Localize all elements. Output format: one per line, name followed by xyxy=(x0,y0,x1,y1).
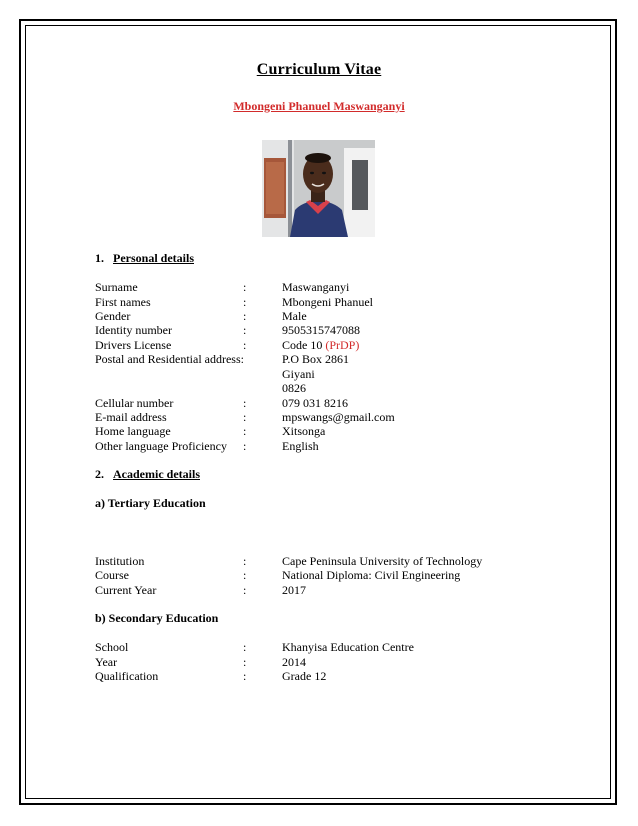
field-value: P.O Box 2861 xyxy=(282,352,350,366)
field-colon: : xyxy=(243,280,247,294)
field-label: First names xyxy=(95,295,151,309)
field-value: 2017 xyxy=(282,583,306,597)
field-colon: : xyxy=(243,554,247,568)
personal-row-email xyxy=(95,410,575,425)
field-colon: : xyxy=(243,439,247,453)
personal-row-surname xyxy=(95,280,575,295)
field-label: Current Year xyxy=(95,583,157,597)
personal-row-address-line3 xyxy=(95,381,575,396)
field-colon: : xyxy=(243,338,247,352)
field-label: Course xyxy=(95,568,129,582)
section-number: 2. xyxy=(95,467,104,481)
tertiary-row-course xyxy=(95,568,575,583)
field-colon: : xyxy=(243,424,247,438)
secondary-row-year xyxy=(95,655,575,670)
field-value: Giyani xyxy=(282,367,315,381)
field-value: 2014 xyxy=(282,655,306,669)
personal-row-other-language xyxy=(95,439,575,454)
field-colon: : xyxy=(243,309,247,323)
field-colon: : xyxy=(243,655,247,669)
personal-row-gender xyxy=(95,309,575,324)
field-value: Mbongeni Phanuel xyxy=(282,295,373,309)
field-label: Year xyxy=(95,655,118,669)
section-number: 1. xyxy=(95,251,104,265)
personal-row-address xyxy=(95,352,575,367)
license-prdp: (PrDP) xyxy=(325,338,360,352)
field-value: Maswanganyi xyxy=(282,280,350,294)
field-colon: : xyxy=(243,323,247,337)
field-value: mpswangs@gmail.com xyxy=(282,410,395,424)
field-label: Postal and Residential address: xyxy=(95,352,244,366)
tertiary-heading: a) Tertiary Education xyxy=(95,496,206,510)
field-value: Grade 12 xyxy=(282,669,327,683)
field-value: Xitsonga xyxy=(282,424,326,438)
field-value: English xyxy=(282,439,319,453)
section-title: Personal details xyxy=(113,251,194,265)
secondary-heading: b) Secondary Education xyxy=(95,611,219,625)
personal-row-address-line2 xyxy=(95,367,575,382)
field-label: Institution xyxy=(95,554,145,568)
document-title: Curriculum Vitae xyxy=(256,61,382,78)
license-code: Code 10 xyxy=(282,338,323,352)
personal-row-home-language xyxy=(95,424,575,439)
field-colon: : xyxy=(243,396,247,410)
personal-row-cellular xyxy=(95,396,575,411)
field-colon: : xyxy=(243,583,247,597)
field-value xyxy=(282,338,359,353)
field-label: Qualification xyxy=(95,669,159,683)
field-colon: : xyxy=(243,568,247,582)
field-colon: : xyxy=(243,640,247,654)
field-label: Other language Proficiency xyxy=(95,439,227,453)
secondary-row-qualification xyxy=(95,669,575,684)
field-value: Male xyxy=(282,309,307,323)
tertiary-row-institution xyxy=(95,554,575,569)
field-label: Drivers License xyxy=(95,338,172,352)
field-value: 9505315747088 xyxy=(282,323,360,337)
section-academic-heading xyxy=(95,467,200,482)
profile-photo xyxy=(262,140,375,237)
section-title: Academic details xyxy=(113,467,200,481)
secondary-row-school xyxy=(95,640,575,655)
field-label: Cellular number xyxy=(95,396,174,410)
field-value: Cape Peninsula University of Technology xyxy=(282,554,483,568)
field-colon: : xyxy=(243,410,247,424)
field-label: Home language xyxy=(95,424,171,438)
field-value: 079 031 8216 xyxy=(282,396,348,410)
field-label: E-mail address xyxy=(95,410,167,424)
tertiary-row-current-year xyxy=(95,583,575,598)
field-label: School xyxy=(95,640,129,654)
field-label: Surname xyxy=(95,280,138,294)
field-value: Khanyisa Education Centre xyxy=(282,640,414,654)
field-colon: : xyxy=(243,295,247,309)
field-label: Gender xyxy=(95,309,131,323)
personal-row-first-names xyxy=(95,295,575,310)
personal-row-identity xyxy=(95,323,575,338)
personal-row-drivers-license xyxy=(95,338,575,353)
section-personal-heading xyxy=(95,251,194,266)
field-value: National Diploma: Civil Engineering xyxy=(282,568,461,582)
field-colon: : xyxy=(243,669,247,683)
field-value: 0826 xyxy=(282,381,306,395)
candidate-name: Mbongeni Phanuel Maswanganyi xyxy=(233,99,405,113)
field-label: Identity number xyxy=(95,323,172,337)
